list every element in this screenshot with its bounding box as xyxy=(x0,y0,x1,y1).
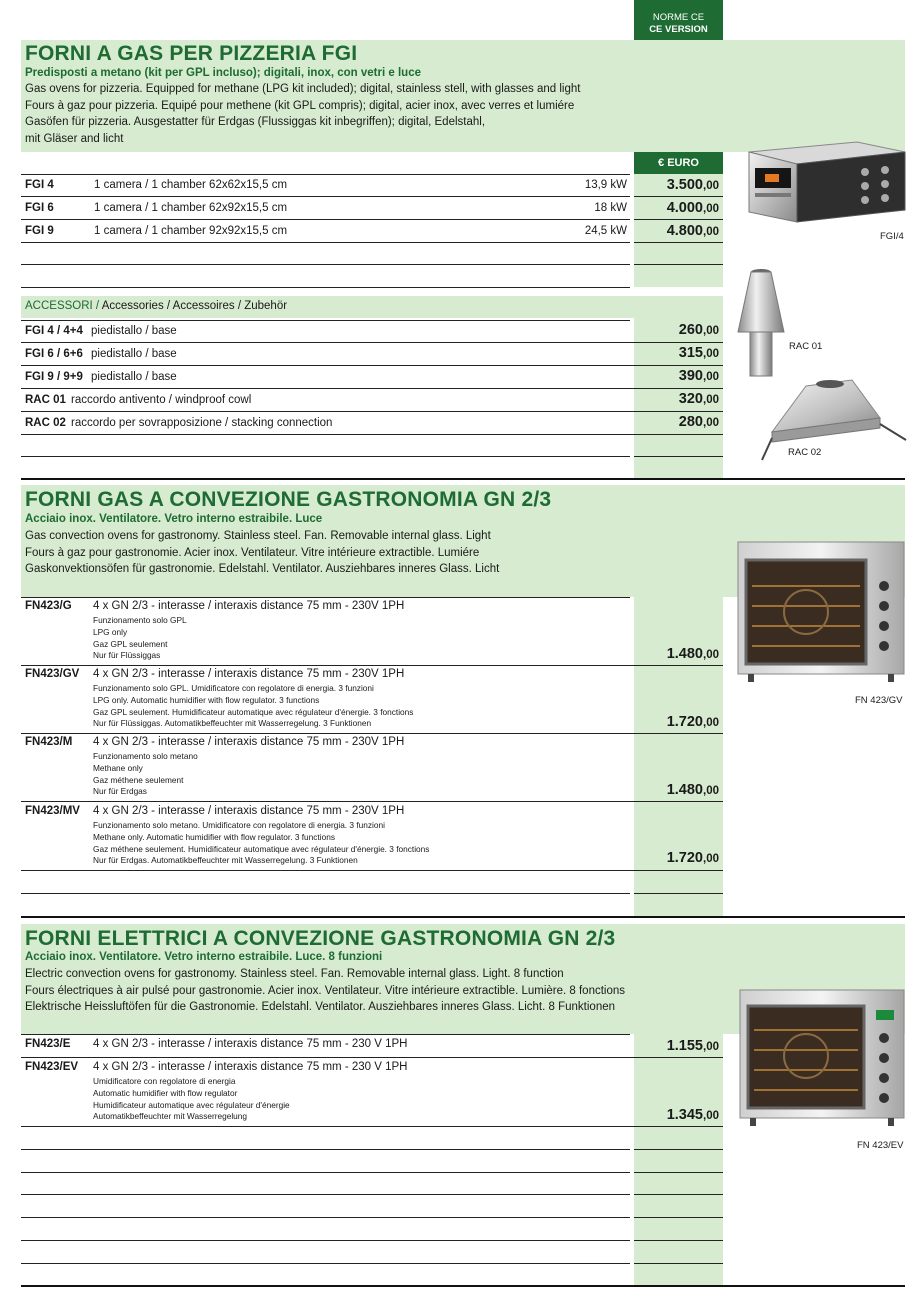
fn423gv-image-label: FN 423/GV xyxy=(855,695,903,706)
table-row: FN423/E 4 x GN 2/3 - interasse / interaxis distance 75 mm - 230 V 1PH 1.155,00 xyxy=(25,1038,719,1054)
table-row: FN423/MV 4 x GN 2/3 - interasse / interaxis distance 75 mm - 230V 1PH Funzionamento solo metano. Umidificatore con regolatore di energia. 3 funzioni Methane only. Automatic humidifier with flow regulator. 3 functions Gaz méthene seulement. Humidificateur automatique avec régulateur d'énergie. 3 fonctions Nur für Erdgas. Automatikbeffeuchter mit Wasserregelung. 3 Funktionen 1.720,00 xyxy=(25,805,719,866)
rac01-cowl-image xyxy=(736,266,786,378)
section3-desc: Electric convection ovens for gastronomy. Stainless steel. Fan. Removable internal glass. Light. 8 function Fours électriques à air pulsé pour gastronomie. Acier inox. Ventilateur. Vitre intérieure extractible. Lumière. 8 fonctions Elektrische Heissluftöfen für die Gastronomie. Edelstahl. Ventilator. Ausziehbares inneres Glass. Licht. 8 Funktionen xyxy=(25,968,626,1013)
fn423gv-oven-image xyxy=(736,540,906,686)
section1-subtitle: Predisposti a metano (kit per GPL incluso); digitali, inox, con vetri e luce xyxy=(25,67,421,79)
section3-subtitle: Acciaio inox. Ventilatore. Vetro interno estraibile. Luce. 8 funzioni xyxy=(25,951,383,963)
table-row: FN423/EV 4 x GN 2/3 - interasse / interaxis distance 75 mm - 230 V 1PH Umidificatore con regolatore di energia Automatic humidifier with flow regulator Humidificateur automatique avec régulateur d'énergie Automatikbeffeuchter mit Wasserregelung 1.345,00 xyxy=(25,1061,719,1123)
table-row: FGI 6 1 camera / 1 chamber 62x92x15,5 cm 18 kW 4.000,00 xyxy=(25,200,719,216)
norme-ce-header: NORME CE CE VERSION xyxy=(634,0,723,40)
fn423ev-image-label: FN 423/EV xyxy=(857,1140,904,1151)
euro-column-header: € EURO xyxy=(634,152,723,174)
accessory-row: FGI 4 / 4+4 piedistallo / base 260,00 xyxy=(25,322,719,338)
accessory-row: FGI 6 / 6+6 piedistallo / base 315,00 xyxy=(25,345,719,361)
section3-title: FORNI ELETTRICI A CONVEZIONE GASTRONOMIA GN 2/3 xyxy=(25,927,616,950)
accessories-heading: ACCESSORI / Accessories / Accessoires / Zubehör xyxy=(25,300,288,312)
table-row: FN423/GV 4 x GN 2/3 - interasse / interaxis distance 75 mm - 230V 1PH Funzionamento solo GPL. Umidificatore con regolatore di energia. 3 funzioni LPG only. Automatic humidifier with flow regulator. 3 functions Gaz GPL seulement. Humidificateur automatique avec régulateur d'énergie. 3 fonctions Nur für Flüssiggas. Automatikbeffeuchter mit Wasserregelung. 3 Funktionen 1.720,00 xyxy=(25,668,719,730)
rac01-image-label: RAC 01 xyxy=(789,341,823,352)
rac02-image-label: RAC 02 xyxy=(788,447,822,458)
section2-desc: Gas convection ovens for gastronomy. Stainless steel. Fan. Removable internal glass. Light Fours à gaz pour gastronomie. Acier inox. Ventilateur. Vitre intérieure extractible. Lumiére Gaskonvektionsöfen für gastronomie. Edelstahl. Ventilator. Ausziehbares inneres Glass. Licht xyxy=(25,530,500,575)
fgi4-oven-image xyxy=(745,138,907,228)
section2-title: FORNI GAS A CONVEZIONE GASTRONOMIA GN 2/3 xyxy=(25,488,552,511)
price-column-s1 xyxy=(634,40,723,152)
section2-subtitle: Acciaio inox. Ventilatore. Vetro interno estraibile. Luce xyxy=(25,513,323,525)
table-row: FN423/M 4 x GN 2/3 - interasse / interaxis distance 75 mm - 230V 1PH Funzionamento solo metano Methane only Gaz méthene seulement Nur für Erdgas 1.480,00 xyxy=(25,736,719,798)
rac02-connection-image xyxy=(760,378,908,466)
section1-desc: Gas ovens for pizzeria. Equipped for methane (LPG kit included); digital, stainless stell, with glasses and light Fours à gaz pour pizzeria. Equipé pour methene (kit GPL compris); digital, acier inox, avec verres et lumiére Gasöfen für pizzeria. Ausgestatter für Erdgas (Flussiggas kit inbegriffen); digital, Edelstahl, mit Gläser and licht xyxy=(25,83,581,145)
accessory-row: RAC 01 raccordo antivento / windproof cowl 320,00 xyxy=(25,391,719,407)
fgi4-image-label: FGI/4 xyxy=(880,231,904,242)
accessory-row: FGI 9 / 9+9 piedistallo / base 390,00 xyxy=(25,368,719,384)
section1-title: FORNI A GAS PER PIZZERIA FGI xyxy=(25,42,358,65)
fn423ev-oven-image xyxy=(738,988,906,1128)
table-row: FN423/G 4 x GN 2/3 - interasse / interaxis distance 75 mm - 230V 1PH Funzionamento solo GPL LPG only Gaz GPL seulement Nur für Flüssiggas 1.480,00 xyxy=(25,600,719,662)
table-row: FGI 4 1 camera / 1 chamber 62x62x15,5 cm 13,9 kW 3.500,00 xyxy=(25,177,719,193)
accessory-row: RAC 02 raccordo per sovrapposizione / stacking connection 280,00 xyxy=(25,414,719,430)
table-row: FGI 9 1 camera / 1 chamber 92x92x15,5 cm 24,5 kW 4.800,00 xyxy=(25,223,719,239)
section1-band-right xyxy=(723,40,905,152)
